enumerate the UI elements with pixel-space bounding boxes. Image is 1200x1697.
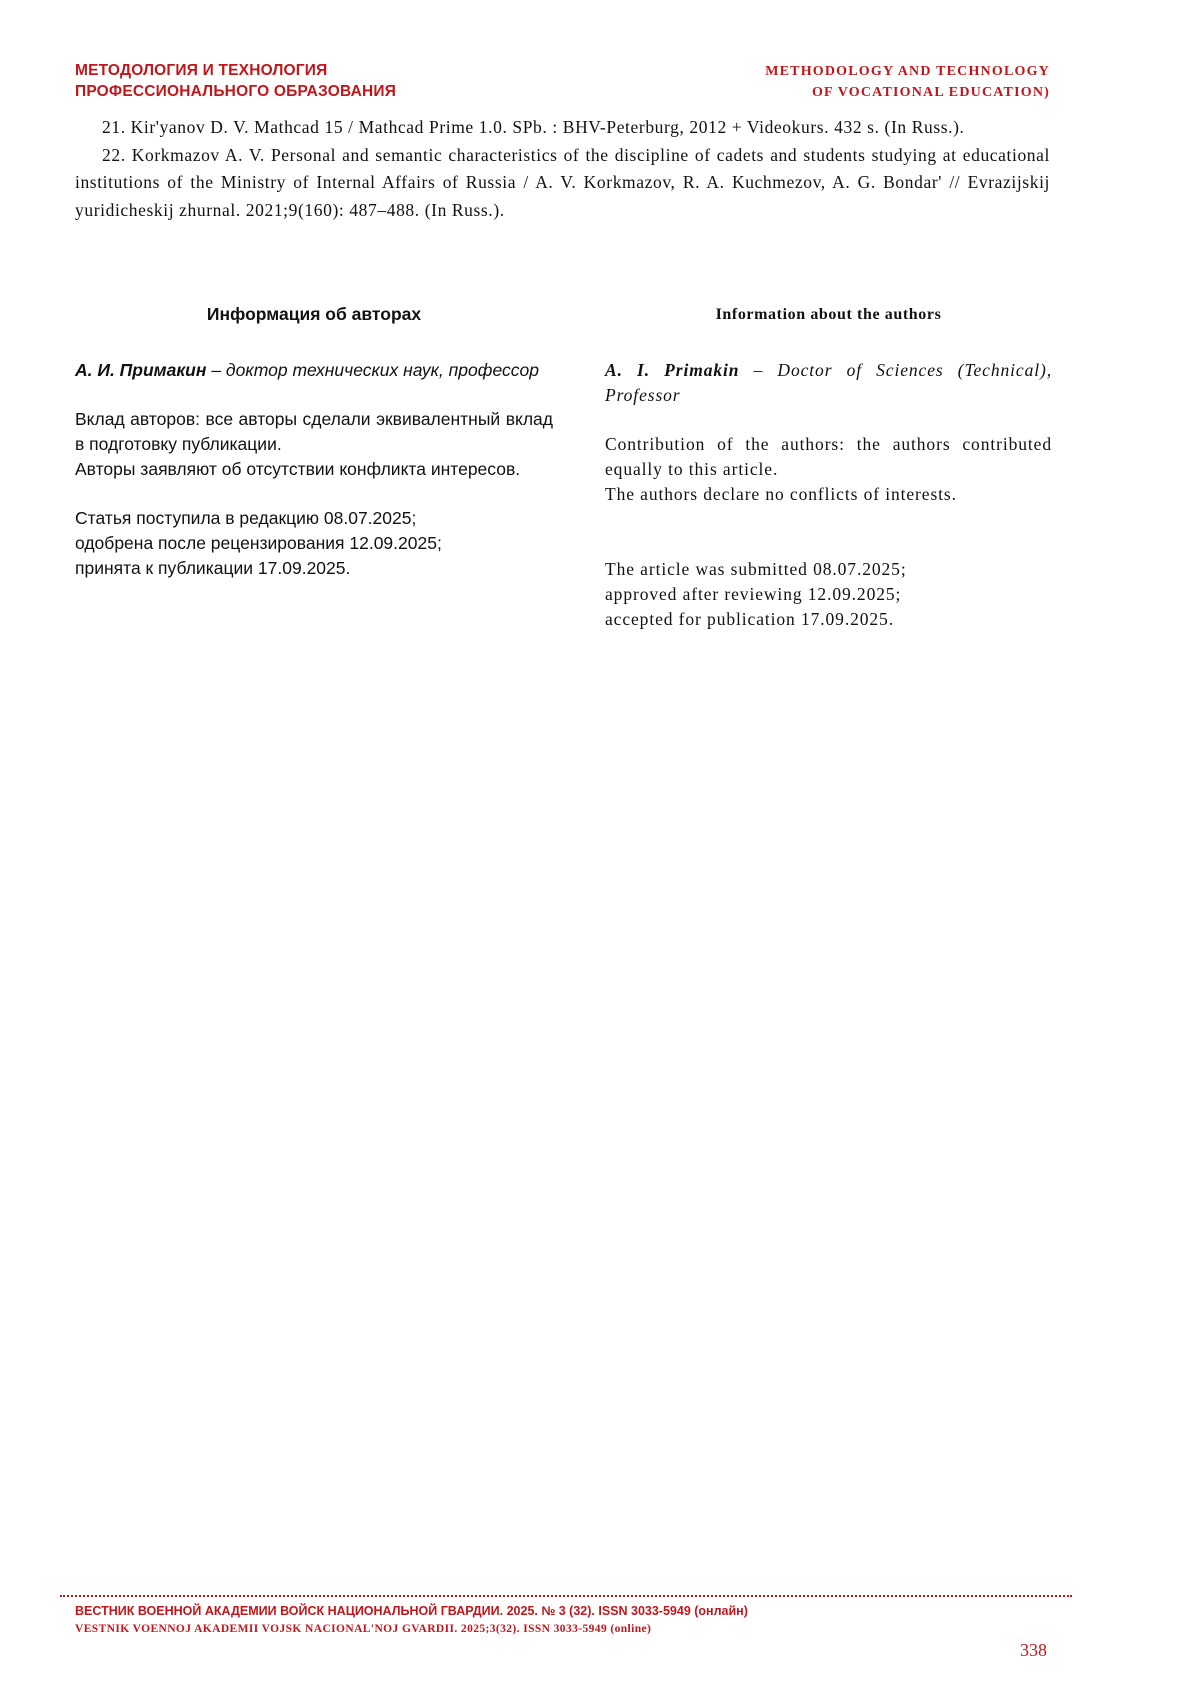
reference-item: 21. Kir'yanov D. V. Mathcad 15 / Mathcad Prime 1.0. SPb. : BHV-Peterburg, 2012 + Videokurs. 432 s. (In Russ.). — [102, 117, 965, 137]
conflicts-ru: Авторы заявляют об отсутствии конфликта интересов. — [75, 459, 521, 479]
submitted-ru: Статья поступила в редакцию 08.07.2025; — [75, 508, 417, 528]
footer-journal-en: VESTNIK VOENNOJ AKADEMII VOJSK NACIONAL'NOJ GVARDII. 2025;3(32). ISSN 3033-5949 (online) — [75, 1623, 652, 1635]
section-title-ru-line1: МЕТОДОЛОГИЯ И ТЕХНОЛОГИЯ — [75, 62, 328, 79]
section-title-ru-line2: ПРОФЕССИОНАЛЬНОГО ОБРАЗОВАНИЯ — [75, 83, 397, 100]
author-name-en: A. I. Primakin — [605, 360, 740, 380]
author-entry-en — [605, 358, 1052, 408]
submitted-en: The article was submitted 08.07.2025; — [605, 559, 907, 579]
section-title-en-line1: METHODOLOGY AND TECHNOLOGY — [765, 64, 1050, 79]
authors-info-en — [605, 302, 1052, 632]
author-role-en: – Doctor of Sciences (Technical), Professor — [605, 360, 1052, 405]
footer-journal-ru: ВЕСТНИК ВОЕННОЙ АКАДЕМИИ ВОЙСК НАЦИОНАЛЬНОЙ ГВАРДИИ. 2025. № 3 (32). ISSN 3033-5949 (онлайн) — [75, 1604, 748, 1618]
author-role-ru: – доктор технических наук, профессор — [206, 360, 540, 380]
journal-section-title-ru — [75, 60, 555, 102]
journal-section-title-en — [570, 61, 1050, 103]
page-number: 338 — [1020, 1640, 1047, 1660]
reference-item: 22. Korkmazov A. V. Personal and semantic characteristics of the discipline of cadets and students studying at educational institutions of the Ministry of Internal Affairs of Russia / A. V. Korkmazov, R. A. Kuchmezov, A. G. Bondar' // Evrazijskij yuridicheskij zhurnal. 2021;9(160): 487–488. (In Russ.). — [75, 144, 1050, 220]
author-name-ru: А. И. Примакин — [75, 360, 207, 380]
reference-list — [75, 114, 1050, 224]
footer-divider — [60, 1595, 1072, 1597]
authors-heading-ru: Информация об авторах — [206, 304, 422, 324]
contribution-en: Contribution of the authors: the authors contributed equally to this article. — [605, 434, 1052, 479]
accepted-ru: принята к публикации 17.09.2025. — [75, 558, 351, 578]
approved-en: approved after reviewing 12.09.2025; — [605, 584, 902, 604]
contribution-ru: Вклад авторов: все авторы сделали эквивалентный вклад в подготовку публикации. — [75, 409, 553, 454]
authors-info-ru — [75, 302, 553, 581]
section-title-en-line2: OF VOCATIONAL EDUCATION) — [811, 85, 1050, 100]
conflicts-en: The authors declare no conflicts of interests. — [605, 484, 957, 504]
accepted-en: accepted for publication 17.09.2025. — [605, 609, 894, 629]
author-entry-ru — [75, 358, 553, 383]
approved-ru: одобрена после рецензирования 12.09.2025; — [75, 533, 442, 553]
authors-heading-en: Information about the authors — [715, 306, 942, 323]
